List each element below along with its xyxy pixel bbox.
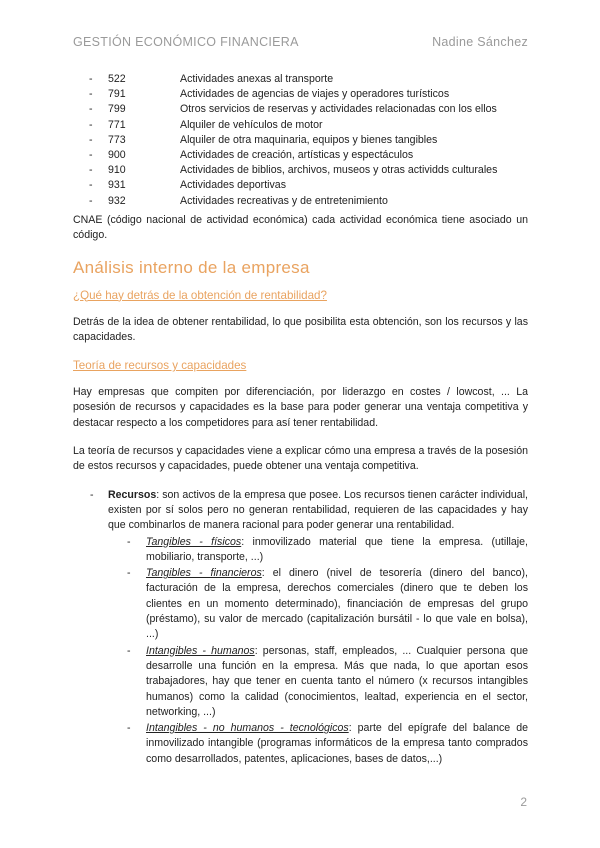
bullet-dash: -: [89, 164, 93, 177]
recursos-list: [73, 488, 528, 767]
list-item: [108, 721, 528, 767]
bullet-dash: -: [89, 179, 93, 192]
cnae-code: 931: [108, 179, 126, 192]
list-item: [0, 87, 600, 102]
list-item: [0, 118, 600, 133]
recursos-types-list: [108, 535, 528, 767]
rentabilidad-paragraph: Detrás de la idea de obtener rentabilidad, lo que posibilita esta obtención, son los recursos y las capacidades.: [73, 315, 528, 343]
resource-type-term: Intangibles - no humanos - tecnológicos: [146, 722, 349, 735]
bullet-dash: -: [127, 722, 131, 735]
cnae-description: Alquiler de vehículos de motor: [180, 118, 323, 131]
competencia-paragraph: Hay empresas que compiten por diferenciación, por liderazgo en costes / lowcost, ... La posesión de recursos y capacidades es la base para poder generar una ventaja competitiva y destacar respecto a los competidores para así tener rentabilidad.: [73, 386, 528, 429]
cnae-description: Actividades recreativas y de entretenimiento: [180, 194, 388, 207]
cnae-description: Actividades de biblios, archivos, museos y otras actividds culturales: [180, 164, 498, 177]
list-item: [108, 644, 528, 720]
resource-type-term: Tangibles - financieros: [146, 567, 262, 580]
cnae-code: 799: [108, 103, 126, 116]
cnae-description: Actividades de agencias de viajes y operadores turísticos: [180, 88, 450, 101]
list-item: [108, 535, 528, 566]
cnae-code: 900: [108, 148, 126, 161]
subheading-recursos-capacidades: Teoría de recursos y capacidades: [73, 359, 247, 373]
list-item: [0, 72, 600, 87]
bullet-dash: -: [89, 194, 93, 207]
cnae-code: 771: [108, 118, 126, 131]
list-item: [0, 194, 600, 209]
list-item: [0, 178, 600, 193]
cnae-code: 773: [108, 133, 126, 146]
cnae-description: Actividades deportivas: [180, 179, 286, 192]
bullet-dash: -: [89, 88, 93, 101]
bullet-dash: -: [89, 133, 93, 146]
cnae-description: Actividades de creación, artísticas y espectáculos: [180, 148, 414, 161]
cnae-paragraph: CNAE (código nacional de actividad económica) cada actividad económica tiene asociado un código.: [73, 214, 528, 242]
resource-type-term: Intangibles - humanos: [146, 644, 255, 657]
resource-type-definition: : el dinero (nivel de tesorería (dinero del banco), facturación de la empresa, derechos comerciales (dinero que te deben los clientes en un momento determinado), financiación de empresas del grupo (préstamo), su valor de mercado (capitalización bursátil - lo que vale en bolsa), ...): [146, 567, 528, 641]
resource-type-definition: : parte del epígrafe del balance de inmovilizado intangible (programas informáticos de la empresa tanto comprados como desarrollados, patentes, aplicaciones, bases de datos,...): [146, 722, 528, 765]
list-item: [0, 163, 600, 178]
bullet-dash: -: [89, 73, 93, 85]
recursos-definition: : son activos de la empresa que posee. Los recursos tienen carácter individual, existen por sí solos pero no generan rentabilidad, requieren de las capacidades y hay que combinarlos de manera racional para poder generar una rentabilidad.: [108, 488, 528, 532]
section-heading: Análisis interno de la empresa: [73, 257, 310, 277]
cnae-description: Actividades anexas al transporte: [180, 73, 334, 85]
list-item: [0, 133, 600, 148]
cnae-code: 522: [108, 73, 126, 85]
bullet-dash: -: [90, 488, 94, 501]
recursos-term: Recursos: [108, 488, 157, 501]
header-title: GESTIÓN ECONÓMICO FINANCIERA: [73, 35, 299, 49]
list-item: [108, 566, 528, 642]
cnae-code: 932: [108, 194, 126, 207]
resource-type-definition: : inmovilizado material que tiene la empresa. (utillaje, mobiliario, transporte, ...): [146, 535, 528, 563]
document-body: [73, 213, 528, 768]
list-item: [73, 488, 528, 767]
bullet-dash: -: [89, 148, 93, 161]
resource-type-term: Tangibles - físicos: [146, 535, 242, 548]
list-item: [0, 148, 600, 163]
bullet-dash: -: [127, 644, 131, 657]
cnae-code: 910: [108, 164, 126, 177]
cnae-description: Alquiler de otra maquinaria, equipos y bienes tangibles: [180, 133, 438, 146]
resource-type-definition: : personas, staff, empleados, ... Cualquier persona que desarrolle una función en la empresa. Más que nada, lo que aportan esos trabajadores, hay que tener en cuenta tanto el número (x recursos intangibles humanos) como la calidad (conocimientos, lealtad, experiencia en el sector, networking, ...): [146, 644, 528, 718]
header-author: Nadine Sánchez: [432, 35, 528, 49]
cnae-code: 791: [108, 88, 126, 101]
bullet-dash: -: [127, 535, 131, 548]
list-item: [0, 102, 600, 117]
cnae-code-list: [0, 72, 600, 209]
cnae-description: Otros servicios de reservas y actividades relacionadas con los ellos: [180, 103, 497, 116]
subheading-rentabilidad: ¿Qué hay detrás de la obtención de rentabilidad?: [73, 288, 327, 302]
teoria-paragraph: La teoría de recursos y capacidades viene a explicar cómo una empresa a través de la posesión de estos recursos y capacidades, puede obtener una ventaja competitiva.: [73, 445, 528, 473]
page-number: 2: [520, 795, 527, 809]
bullet-dash: -: [127, 567, 131, 580]
bullet-dash: -: [89, 118, 93, 131]
bullet-dash: -: [89, 103, 93, 116]
